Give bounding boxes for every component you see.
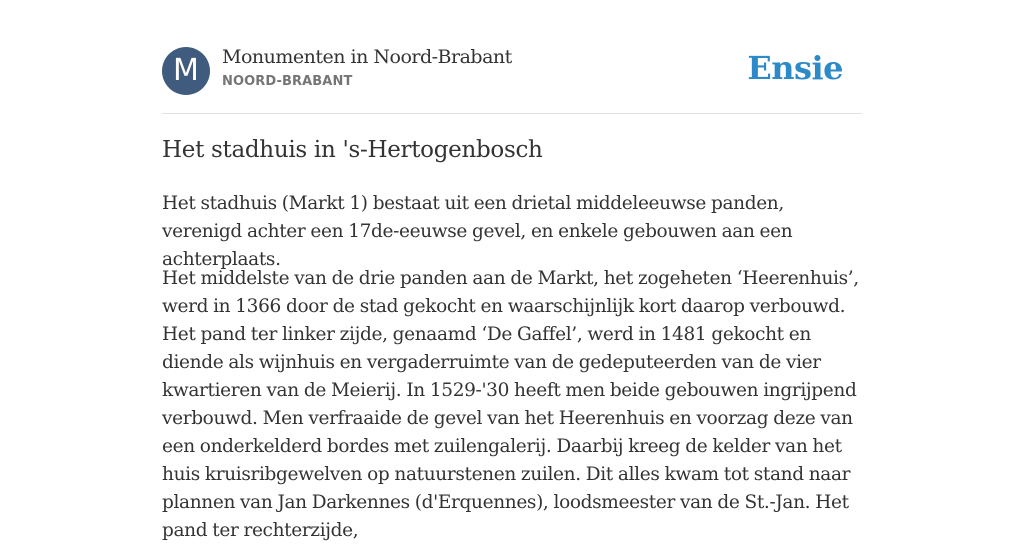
publication-title[interactable]: Monumenten in Noord-Brabant [222, 46, 512, 68]
avatar[interactable]: M [162, 47, 210, 95]
article-paragraph-2: Het middelste van de drie panden aan de Markt, het zogeheten ‘Heerenhuis’, werd in 1366 door de stad gekocht en waarschijnlijk kort daarop verbouwd. Het pand ter linker zijde, genaamd ‘De Gaffel’, werd in 1481 gekocht en diende als wijnhuis en vergaderruimte van de gedeputeerden van de vier kwartieren van de Meierij. In 1529-'30 heeft men beide gebouwen ingrijpend verbouwd. Men verfraaide de gevel van het Heerenhuis en voorzag deze van een onderkelderd bordes met zuilengalerij. Daarbij kreeg de kelder van het huis kruisribgewelven op natuurstenen zuilen. Dit alles kwam tot stand naar plannen van Jan Darkennes (d'Erquennes), loodsmeester van de St.-Jan. Het pand ter rechterzijde, [162, 268, 859, 541]
ensie-logo[interactable]: Ensie [747, 49, 843, 87]
publication-subtitle[interactable]: NOORD-BRABANT [222, 74, 353, 89]
header-divider [162, 113, 862, 114]
publication-header [162, 46, 862, 96]
article-page [162, 0, 862, 541]
article-title: Het stadhuis in 's-Hertogenbosch [162, 137, 543, 163]
article-paragraph-1: Het stadhuis (Markt 1) bestaat uit een drietal middeleeuwse panden, verenigd achter een 17de-eeuwse gevel, en enkele gebouwen aan een achterplaats. [162, 193, 793, 270]
